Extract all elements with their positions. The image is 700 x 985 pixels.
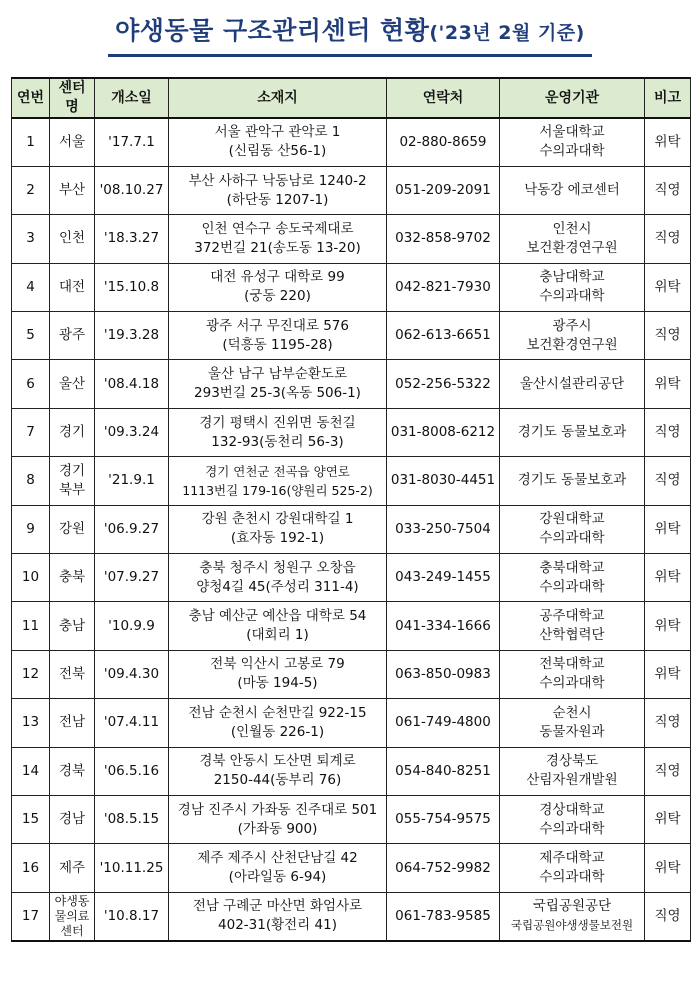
cell-line: 인천 [58,230,86,247]
cell-line: 전북 [58,665,86,682]
table-row [12,554,691,602]
cell-line: 2150-44(동부리 76) [213,772,342,789]
title-underline [108,54,592,57]
header-operator: 운영기관 [500,78,645,118]
cell-opened: '08.5.15 [95,795,169,843]
table-body [12,118,691,941]
cell-center-name [50,118,95,166]
cell-note: 위탁 [645,360,691,408]
cell-line: 경북 [58,762,86,779]
cell-line: 충남 예산군 예산읍 대학로 54 [188,608,367,625]
cell-center-name [50,505,95,553]
cell-address [169,892,387,940]
cell-line: 수의과대학 [539,530,605,547]
cell-center-name [50,650,95,698]
cell-line: 울산 [58,375,86,392]
wildlife-center-table [11,77,691,942]
cell-line: (신림동 산56-1) [228,143,327,160]
cell-no: 6 [12,360,50,408]
cell-operator [500,699,645,747]
cell-note: 위탁 [645,844,691,892]
cell-line: 공주대학교 [539,608,605,625]
cell-line: 경기도 동물보호과 [517,424,627,441]
cell-address [169,650,387,698]
cell-phone: 033-250-7504 [387,505,500,553]
cell-address [169,457,387,505]
cell-line: 경남 [58,811,86,828]
cell-address [169,263,387,311]
cell-phone: 041-334-1666 [387,602,500,650]
cell-note: 직영 [645,747,691,795]
cell-line: (인월동 226-1) [230,723,325,740]
cell-center-name [50,312,95,360]
cell-line: 강원 춘천시 강원대학길 1 [201,511,354,528]
cell-operator [500,505,645,553]
table-row [12,650,691,698]
cell-address [169,505,387,553]
cell-line: 제주 제주시 산천단남길 42 [197,850,358,867]
cell-center-name [50,602,95,650]
cell-address [169,408,387,456]
table-header-row [12,78,691,118]
cell-line: 부산 [58,182,86,199]
cell-address [169,795,387,843]
cell-opened: '07.4.11 [95,699,169,747]
cell-line: 야생동 [54,893,90,908]
cell-line: 동물자원과 [539,723,605,740]
cell-line: 수의과대학 [539,869,605,886]
cell-center-name [50,747,95,795]
cell-phone: 054-840-8251 [387,747,500,795]
cell-opened: '15.10.8 [95,263,169,311]
cell-operator [500,457,645,505]
cell-center-name [50,844,95,892]
cell-line: 울산시설관리공단 [519,375,625,392]
cell-line: 수의과대학 [539,675,605,692]
cell-no: 4 [12,263,50,311]
cell-line: (대회리 1) [246,627,309,644]
cell-line: 부산 사하구 낙동남로 1240-2 [188,172,367,189]
cell-line: 수의과대학 [539,288,605,305]
cell-operator [500,844,645,892]
cell-address [169,118,387,166]
cell-opened: '08.10.27 [95,166,169,214]
cell-no: 16 [12,844,50,892]
table-row [12,747,691,795]
cell-line: 제주 [58,859,86,876]
cell-line: 충남 [58,617,86,634]
cell-address [169,602,387,650]
cell-line: 산림자원개발원 [526,772,618,789]
cell-line: 수의과대학 [539,820,605,837]
cell-opened: '09.4.30 [95,650,169,698]
cell-note: 직영 [645,408,691,456]
cell-line: 대전 [58,278,86,295]
cell-line: 전남 순천시 순천만길 922-15 [188,704,367,721]
table-row [12,505,691,553]
cell-center-name [50,892,95,940]
header-phone: 연락처 [387,78,500,118]
cell-line: 서울 [58,133,86,150]
cell-line: (마동 194-5) [237,675,318,692]
cell-note: 직영 [645,892,691,940]
cell-phone: 052-256-5322 [387,360,500,408]
cell-line: (궁동 220) [244,288,311,305]
header-address: 소재지 [169,78,387,118]
cell-phone: 031-8030-4451 [387,457,500,505]
document-title [0,14,700,50]
cell-center-name [50,215,95,263]
cell-phone: 064-752-9982 [387,844,500,892]
cell-line: 전북 익산시 고봉로 79 [210,656,345,673]
cell-line: 수의과대학 [539,143,605,160]
cell-center-name [50,360,95,408]
cell-line: 산학협력단 [539,627,605,644]
cell-line: 강원 [58,520,86,537]
cell-no: 9 [12,505,50,553]
cell-phone: 043-249-1455 [387,554,500,602]
cell-line: (효자동 192-1) [230,530,325,547]
cell-operator [500,215,645,263]
header-center-name: 센터명 [50,78,95,118]
cell-operator [500,166,645,214]
table-row [12,699,691,747]
cell-line: 광주 [58,327,86,344]
cell-line: 전남 구례군 마산면 화엄사로 [192,898,363,915]
cell-phone: 061-749-4800 [387,699,500,747]
cell-opened: '07.9.27 [95,554,169,602]
cell-operator [500,892,645,940]
cell-no: 2 [12,166,50,214]
cell-center-name [50,554,95,602]
cell-line: 경남 진주시 가좌동 진주대로 501 [177,801,378,818]
cell-phone: 051-209-2091 [387,166,500,214]
cell-line: 수의과대학 [539,578,605,595]
cell-line: 인천 연수구 송도국제대로 [201,220,354,237]
cell-line: 순천시 [552,704,592,721]
cell-opened: '10.9.9 [95,602,169,650]
cell-note: 위탁 [645,650,691,698]
cell-note: 위탁 [645,554,691,602]
cell-operator [500,408,645,456]
cell-phone: 062-613-6651 [387,312,500,360]
table-row [12,408,691,456]
cell-line: 국립공원공단 [532,898,612,915]
cell-note: 직영 [645,166,691,214]
cell-line: 물의료 [54,908,90,923]
cell-operator [500,118,645,166]
cell-operator [500,312,645,360]
title-main: 야생동물 구조관리센터 현황 [115,16,430,45]
cell-center-name [50,795,95,843]
cell-operator [500,650,645,698]
cell-phone: 032-858-9702 [387,215,500,263]
cell-address [169,844,387,892]
cell-phone: 031-8008-6212 [387,408,500,456]
cell-address [169,554,387,602]
cell-no: 13 [12,699,50,747]
cell-line: 충북대학교 [539,559,605,576]
cell-line: (덕흥동 1195-28) [222,336,333,353]
table-row [12,312,691,360]
cell-line: 광주시 [552,317,592,334]
table-row [12,118,691,166]
cell-no: 7 [12,408,50,456]
cell-address [169,166,387,214]
cell-line: 북부 [58,481,86,498]
cell-line: 293번길 25-3(옥동 506-1) [194,385,361,402]
cell-line: 경기 [58,462,86,479]
cell-note: 위탁 [645,505,691,553]
cell-address [169,215,387,263]
cell-phone: 063-850-0983 [387,650,500,698]
table-row [12,795,691,843]
cell-no: 10 [12,554,50,602]
table-row [12,844,691,892]
cell-line: 경기 [58,424,86,441]
cell-center-name [50,699,95,747]
cell-line: 경북 안동시 도산면 퇴계로 [199,753,356,770]
header-no: 연번 [12,78,50,118]
cell-line: 372번길 21(송도동 13-20) [194,239,361,256]
cell-opened: '18.3.27 [95,215,169,263]
cell-line: (하단동 1207-1) [226,191,329,208]
cell-line: 대전 유성구 대학로 99 [210,269,345,286]
cell-line: 충남대학교 [539,269,605,286]
cell-note: 위탁 [645,263,691,311]
cell-line: 서울 관악구 관악로 1 [214,124,341,141]
cell-phone: 061-783-9585 [387,892,500,940]
cell-line: 전북대학교 [539,656,605,673]
cell-center-name [50,457,95,505]
cell-opened: '19.3.28 [95,312,169,360]
cell-no: 8 [12,457,50,505]
cell-line: 서울대학교 [539,124,605,141]
cell-line: 402-31(황전리 41) [218,917,337,934]
cell-line: 보건환경연구원 [526,336,618,353]
cell-address [169,747,387,795]
cell-line: 제주대학교 [539,850,605,867]
cell-no: 1 [12,118,50,166]
header-opened: 개소일 [95,78,169,118]
cell-no: 3 [12,215,50,263]
cell-note: 직영 [645,312,691,360]
cell-center-name [50,166,95,214]
cell-line: 경상북도 [545,753,599,770]
table-row [12,892,691,940]
cell-line: (가좌동 900) [237,820,318,837]
cell-line: 광주 서구 무진대로 576 [206,317,349,334]
cell-note: 직영 [645,215,691,263]
cell-phone: 042-821-7930 [387,263,500,311]
cell-opened: '10.11.25 [95,844,169,892]
cell-line: 보건환경연구원 [526,239,618,256]
cell-address [169,699,387,747]
cell-opened: '17.7.1 [95,118,169,166]
cell-line: 강원대학교 [539,511,605,528]
cell-line: 경기 연천군 전곡읍 양연로 [205,463,350,479]
cell-operator [500,554,645,602]
cell-address [169,360,387,408]
cell-no: 12 [12,650,50,698]
cell-line: 울산 남구 남부순환도로 [208,366,347,383]
cell-operator [500,602,645,650]
cell-operator [500,360,645,408]
cell-line: 충북 [58,569,86,586]
cell-line: 국립공원야생생물보전원 [510,918,634,933]
cell-no: 11 [12,602,50,650]
cell-no: 5 [12,312,50,360]
table-row [12,457,691,505]
cell-line: 132-93(동천리 56-3) [211,433,344,450]
cell-address [169,312,387,360]
cell-center-name [50,408,95,456]
cell-line: 경기도 동물보호과 [517,472,627,489]
cell-no: 14 [12,747,50,795]
cell-note: 위탁 [645,795,691,843]
cell-opened: '08.4.18 [95,360,169,408]
cell-note: 직영 [645,457,691,505]
table-row [12,215,691,263]
cell-line: 양청4길 45(주성리 311-4) [196,578,359,595]
cell-opened: '09.3.24 [95,408,169,456]
cell-line: (아라일동 6-94) [228,869,327,886]
cell-center-name [50,263,95,311]
cell-line: 전남 [58,714,86,731]
cell-line: 경기 평택시 진위면 동천길 [199,414,356,431]
cell-line: 경상대학교 [539,801,605,818]
cell-line: 낙동강 에코센터 [524,182,620,199]
cell-opened: '06.5.16 [95,747,169,795]
cell-line: 인천시 [552,220,592,237]
cell-line: 1113번길 179-16(양원리 525-2) [182,482,373,498]
table-row [12,360,691,408]
cell-operator [500,747,645,795]
cell-opened: '21.9.1 [95,457,169,505]
cell-no: 17 [12,892,50,940]
title-sub: ('23년 2월 기준) [429,22,585,44]
cell-operator [500,795,645,843]
cell-line: 충북 청주시 청원구 오창읍 [199,559,356,576]
header-note: 비고 [645,78,691,118]
cell-phone: 055-754-9575 [387,795,500,843]
cell-line: 센터 [60,923,84,938]
cell-opened: '06.9.27 [95,505,169,553]
cell-note: 위탁 [645,602,691,650]
cell-opened: '10.8.17 [95,892,169,940]
table-row [12,166,691,214]
cell-note: 직영 [645,699,691,747]
cell-no: 15 [12,795,50,843]
cell-operator [500,263,645,311]
table-row [12,602,691,650]
cell-phone: 02-880-8659 [387,118,500,166]
cell-note: 위탁 [645,118,691,166]
table-row [12,263,691,311]
